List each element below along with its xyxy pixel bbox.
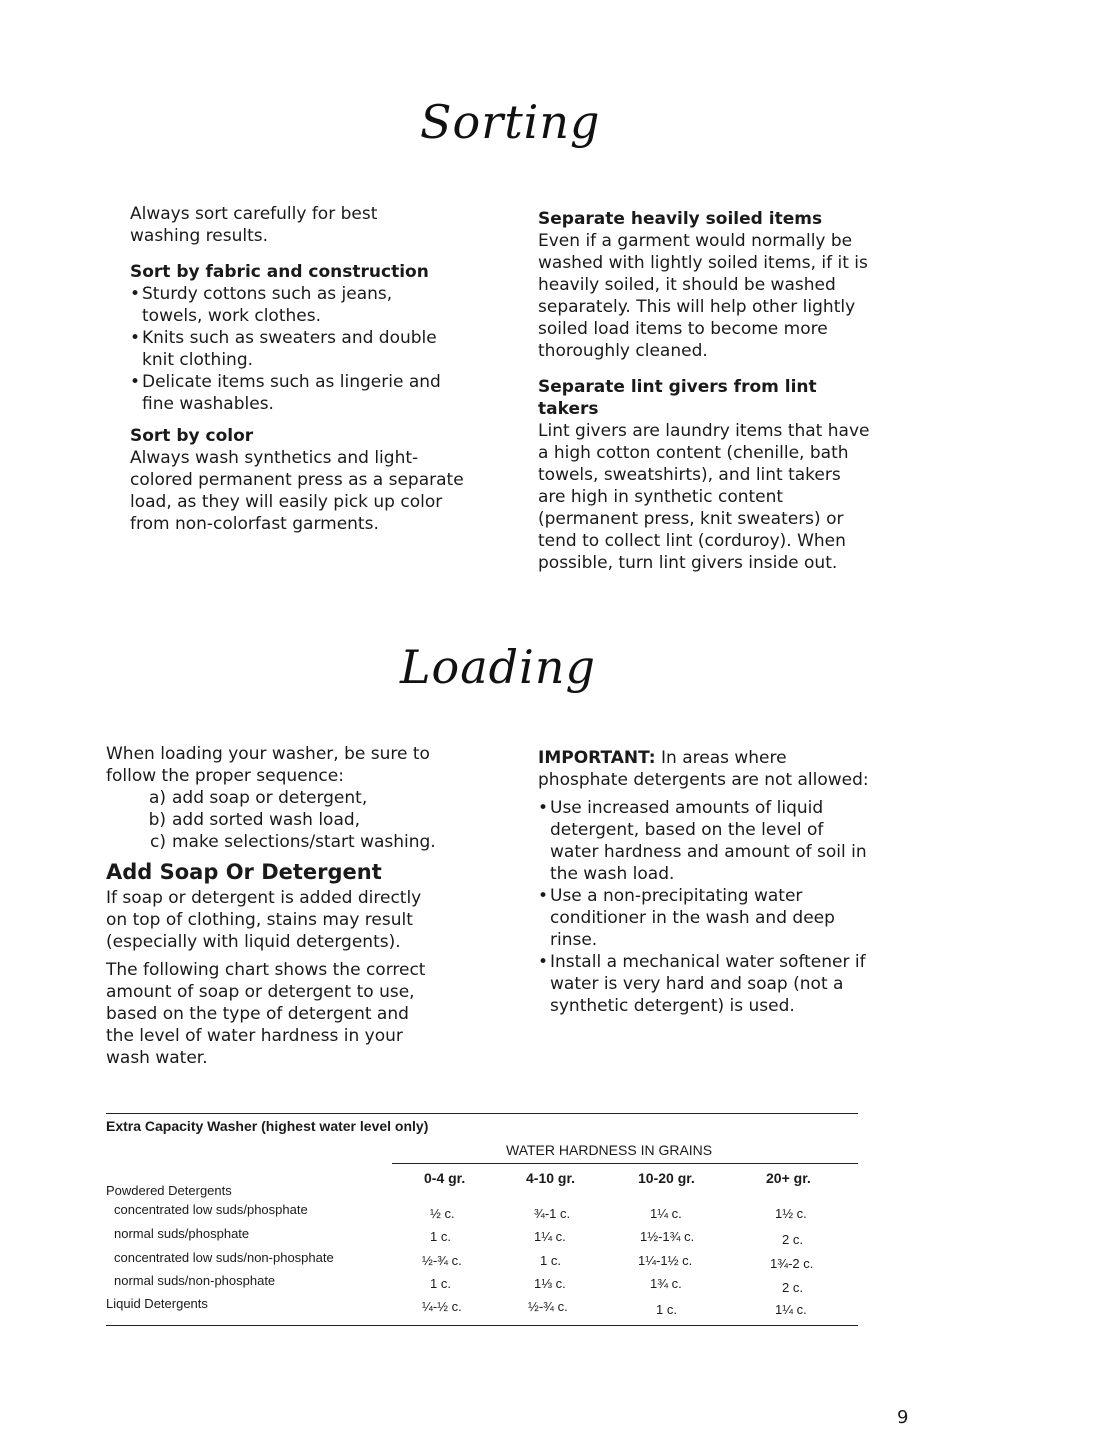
section-label: Powdered Detergents: [106, 1183, 232, 1198]
table-cell: 1¼ c.: [650, 1206, 682, 1221]
sequence-step: [136, 787, 446, 809]
soap-heading: Add Soap Or Detergent: [106, 860, 382, 884]
fabric-item: • Knits such as sweaters and double knit clothing.: [130, 327, 450, 371]
color-text: Always wash synthetics and light-colored permanent press as a separate load, as they will easily pick up color from non-colorfast garments.: [130, 448, 464, 534]
table-cell: 1¾ c.: [650, 1276, 682, 1291]
step-text: add sorted wash load,: [172, 810, 361, 830]
sorting-title: Sorting: [420, 95, 601, 149]
sorting-right-column: [538, 208, 878, 574]
table-cell: 1¼ c.: [775, 1302, 807, 1317]
important-note: [538, 747, 873, 791]
step-label: c): [150, 832, 166, 852]
table-cell: 1¼ c.: [534, 1229, 566, 1244]
step-label: b): [148, 810, 166, 830]
row-label: normal suds/non-phosphate: [114, 1273, 276, 1288]
sorting-intro: Always sort carefully for best washing results.: [130, 204, 378, 246]
important-item: • Install a mechanical water softener if water is very hard and soap (not a synthetic detergent) is used.: [538, 951, 868, 1017]
table-top-rule: [106, 1113, 858, 1114]
sorting-left-column: [130, 203, 480, 535]
table-cell: 2 c.: [782, 1280, 803, 1295]
loading-left-column: [106, 743, 446, 1069]
table-cell: ¼-½ c.: [422, 1299, 462, 1314]
table-cell: 1 c.: [430, 1276, 451, 1291]
table-cell: ¾-1 c.: [534, 1206, 571, 1221]
table-cell: 1 c.: [430, 1229, 451, 1244]
table-cell: 1⅓ c.: [534, 1276, 566, 1291]
soap-paragraph-1: If soap or detergent is added directly on top of clothing, stains may result (especially with liquid detergents).: [106, 888, 422, 952]
column-header: 0-4 gr.: [424, 1170, 466, 1186]
table-cell: 1¾-2 c.: [770, 1256, 814, 1271]
important-item: • Use increased amounts of liquid detergent, based on the level of water hardness and amount of soil in the wash load.: [538, 797, 868, 885]
column-header: 4-10 gr.: [526, 1170, 576, 1186]
table-cell: 1½ c.: [775, 1206, 807, 1221]
column-header: 10-20 gr.: [638, 1170, 695, 1186]
lint-heading: Separate lint givers from lint takers: [538, 377, 817, 419]
sequence-step: [136, 809, 446, 831]
sequence-list: [106, 787, 446, 853]
loading-title: Loading: [400, 640, 596, 694]
table-caption: Extra Capacity Washer (highest water level only): [106, 1118, 429, 1134]
table-bottom-rule: [106, 1325, 858, 1326]
color-heading: Sort by color: [130, 426, 254, 446]
header-rule: [392, 1163, 858, 1164]
sequence-step: [136, 831, 446, 853]
table-cell: 1¼-1½ c.: [638, 1253, 693, 1268]
important-label: IMPORTANT:: [538, 748, 656, 768]
step-text: make selections/start washing.: [172, 832, 436, 852]
soap-paragraph-2: The following chart shows the correct amount of soap or detergent to use, based on the type of detergent and the level of water hardness in your wash water.: [106, 960, 426, 1068]
table-cell: 1½-1¾ c.: [640, 1229, 695, 1244]
important-text: In areas where phosphate detergents are not allowed:: [538, 748, 869, 790]
important-list: [538, 797, 868, 1017]
table-cell: ½-¾ c.: [422, 1253, 462, 1268]
fabric-heading: Sort by fabric and construction: [130, 262, 429, 282]
loading-intro: When loading your washer, be sure to follow the proper sequence:: [106, 744, 430, 786]
fabric-list: [130, 283, 450, 415]
soiled-heading: Separate heavily soiled items: [538, 209, 823, 229]
table-cell: 1 c.: [540, 1253, 561, 1268]
important-item: • Use a non-precipitating water conditioner in the wash and deep rinse.: [538, 885, 868, 951]
row-label: concentrated low suds/non-phosphate: [114, 1250, 334, 1265]
row-label: Liquid Detergents: [106, 1296, 208, 1311]
table-cell: ½-¾ c.: [528, 1299, 568, 1314]
loading-right-column: [538, 747, 878, 1017]
page-number: 9: [897, 1407, 909, 1428]
table-cell: ½ c.: [430, 1206, 455, 1221]
step-text: add soap or detergent,: [172, 788, 368, 808]
step-label: a): [148, 788, 166, 808]
fabric-item: • Sturdy cottons such as jeans, towels, work clothes.: [130, 283, 450, 327]
column-header: 20+ gr.: [766, 1170, 811, 1186]
soiled-text: Even if a garment would normally be washed with lightly soiled items, if it is heavily soiled, it should be washed separately. This will help other lightly soiled load items to become more thoroughly cleaned.: [538, 231, 868, 361]
row-label: normal suds/phosphate: [114, 1226, 250, 1241]
row-label: concentrated low suds/phosphate: [114, 1202, 308, 1217]
lint-text: Lint givers are laundry items that have a high cotton content (chenille, bath towels, sweatshirts), and lint takers are high in synthetic content (permanent press, knit sweaters) or tend to collect lint (corduroy). When possible, turn lint givers inside out.: [538, 421, 870, 573]
water-hardness-header: WATER HARDNESS IN GRAINS: [506, 1142, 713, 1158]
fabric-item: • Delicate items such as lingerie and fine washables.: [130, 371, 450, 415]
table-cell: 2 c.: [782, 1232, 803, 1247]
table-cell: 1 c.: [656, 1302, 677, 1317]
